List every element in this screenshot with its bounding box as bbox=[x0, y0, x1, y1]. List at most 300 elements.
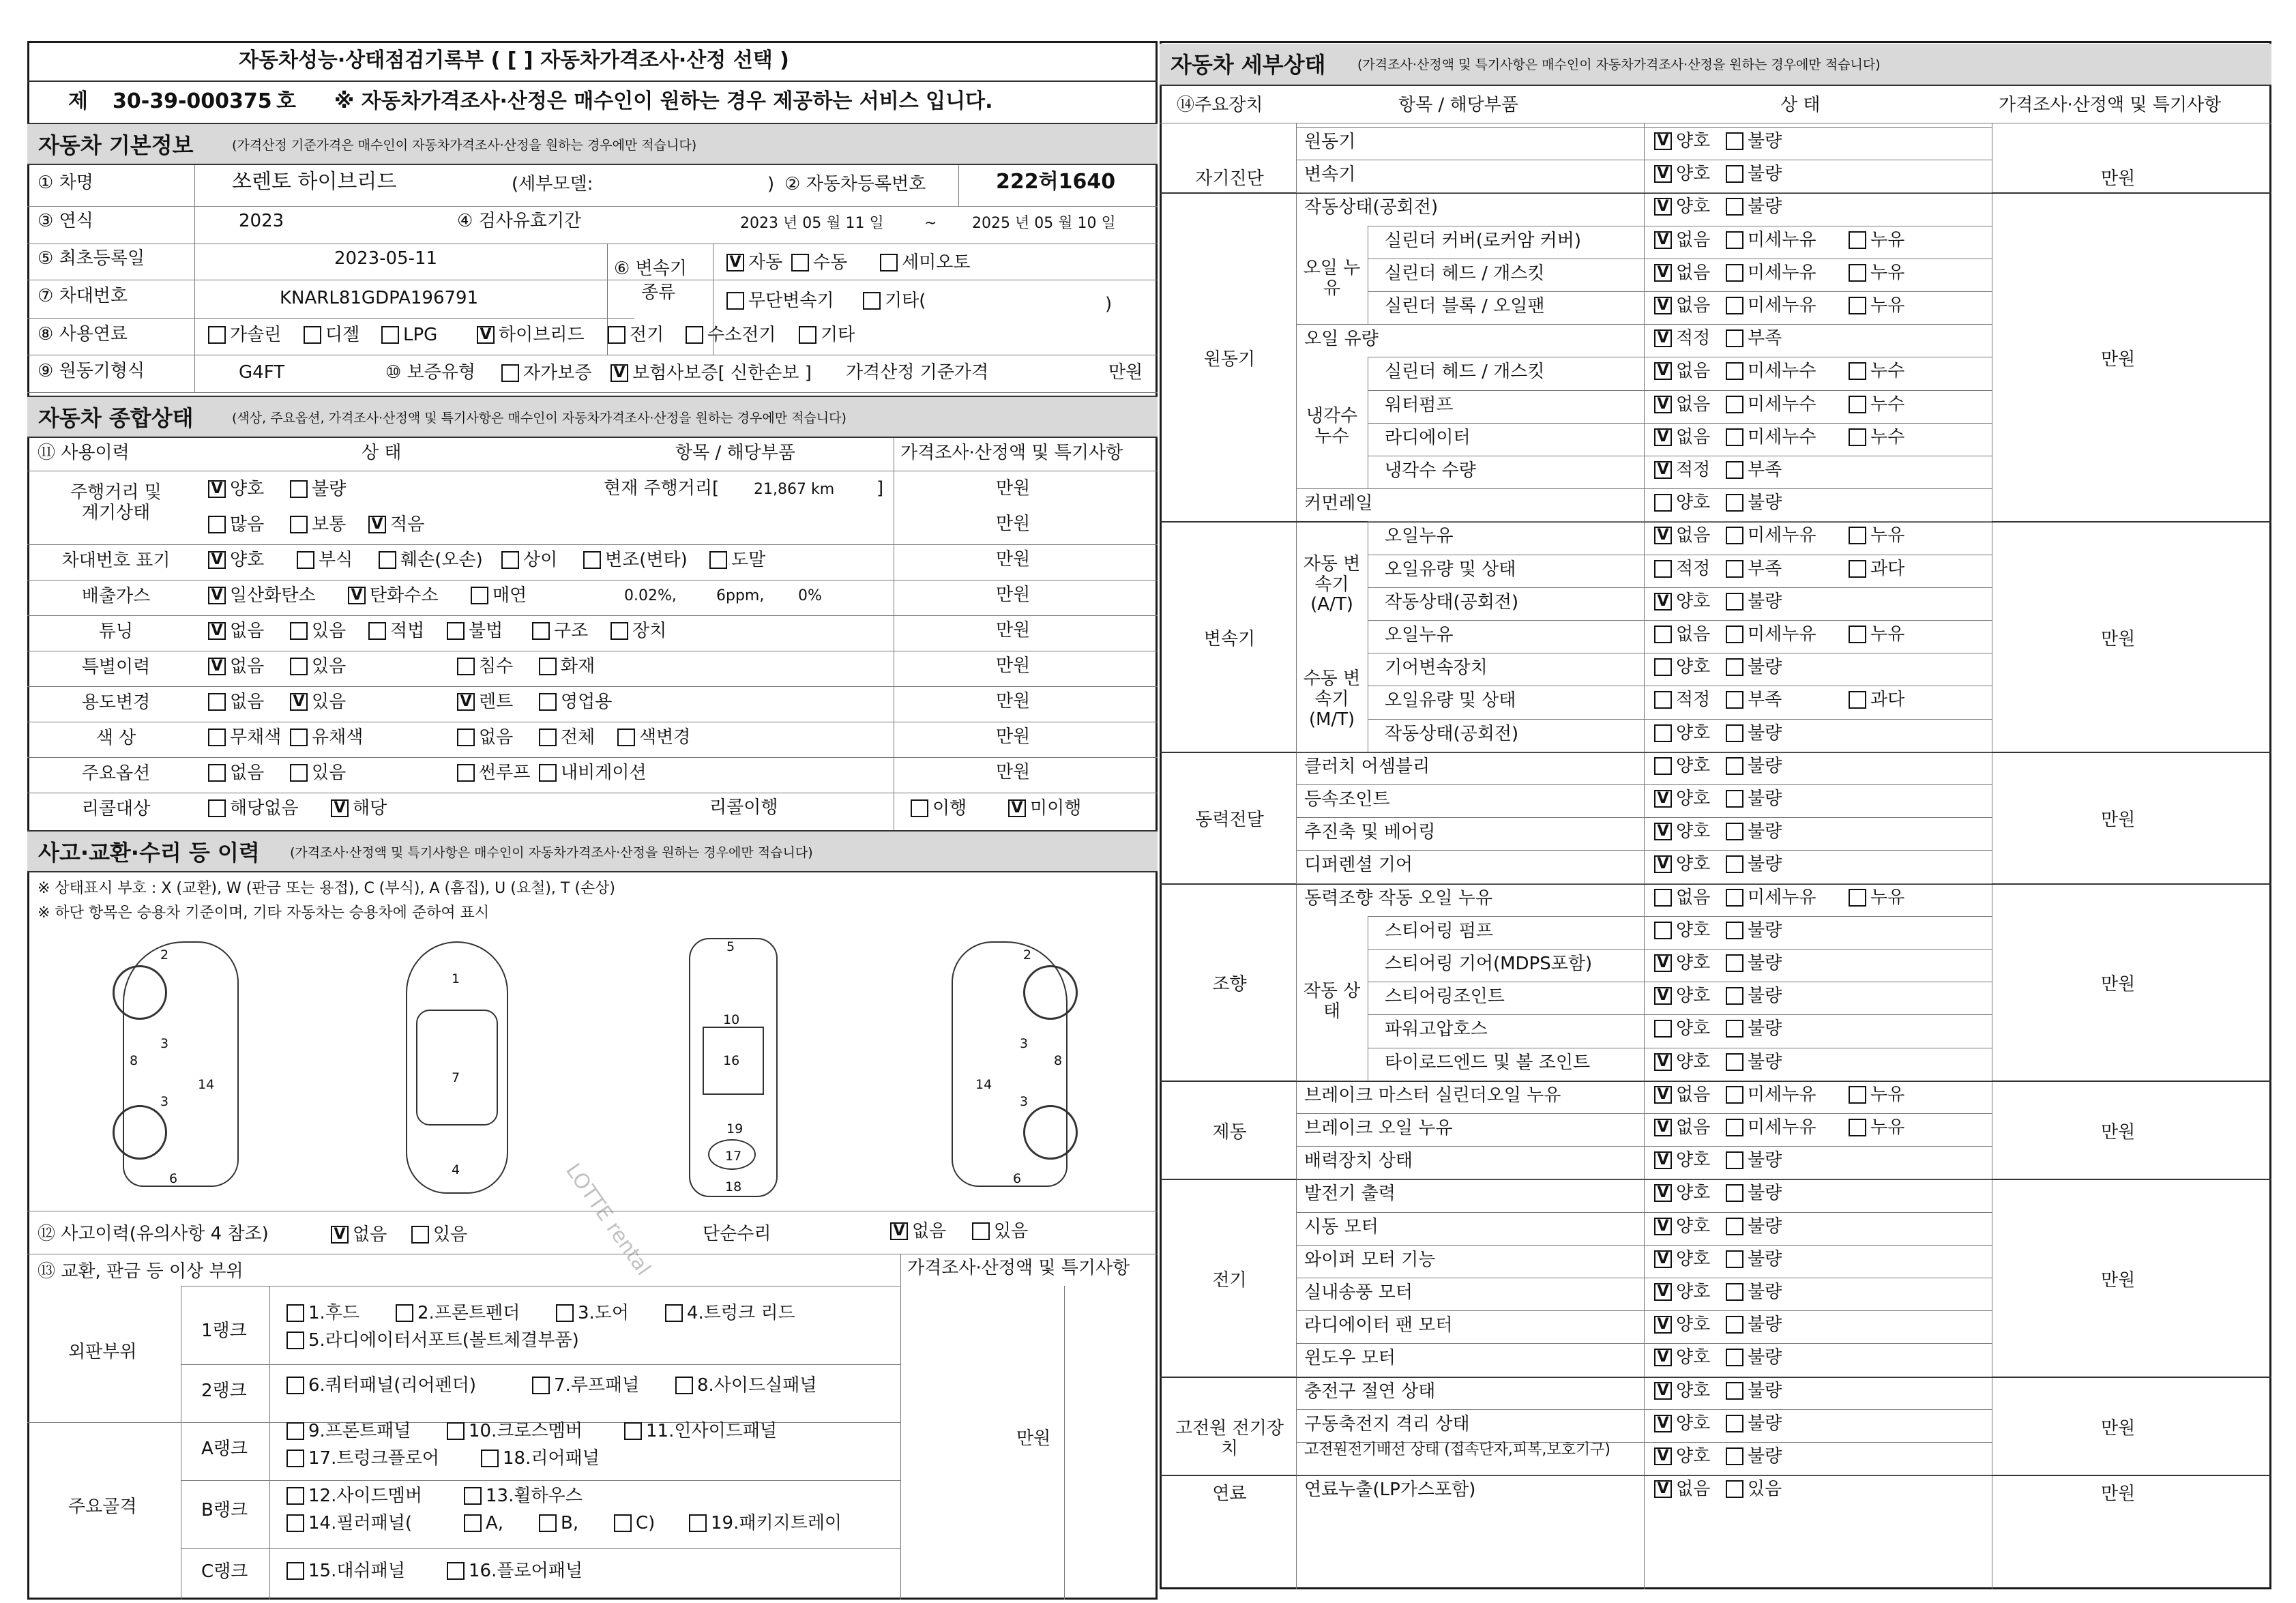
detail-row29-opt2-checkbox[interactable] bbox=[1849, 1086, 1866, 1104]
detail-row41-opt0-checkbox[interactable]: V bbox=[1654, 1480, 1672, 1498]
detail-row1-opt0-checkbox[interactable]: V bbox=[1654, 165, 1672, 183]
rank1-item-4-label: 5.라디에이터서포트(볼트체결부품) bbox=[308, 1330, 579, 1351]
overall-row7-opt4-checkbox[interactable] bbox=[617, 729, 635, 746]
overall-row4-opt3-checkbox[interactable] bbox=[447, 622, 465, 640]
detail-row27-opt0-label: 양호 bbox=[1676, 1018, 1711, 1040]
overall-row2-opt1-checkbox[interactable] bbox=[297, 551, 314, 569]
detail-row9-opt1-checkbox[interactable] bbox=[1726, 428, 1743, 446]
rankA-item-2-checkbox[interactable] bbox=[624, 1422, 642, 1440]
detail-item-label: 윈도우 모터 bbox=[1304, 1348, 1396, 1369]
warranty-opt-1-checkbox[interactable]: V bbox=[610, 364, 628, 382]
overall-row3-opt0-checkbox[interactable]: V bbox=[208, 587, 226, 604]
emission-value-1: 6ppm, bbox=[716, 587, 765, 604]
overall-status-bar bbox=[27, 396, 1158, 438]
service-notice: ※ 자동차가격조사·산정은 매수인이 원하는 경우 제공하는 서비스 입니다. bbox=[334, 89, 993, 113]
detail-row24-opt0-label: 양호 bbox=[1676, 920, 1711, 941]
exchange-label: ⑬ 교환, 판금 등 이상 부위 bbox=[38, 1261, 244, 1282]
detail-row24-opt1-checkbox[interactable] bbox=[1726, 922, 1743, 939]
fuel-opt-5-checkbox[interactable] bbox=[686, 326, 703, 344]
basic-info-note: (가격산정 기준가격은 매수인이 자동차가격조사·산정을 원하는 경우에만 적습니다) bbox=[232, 138, 697, 153]
overall-price-unit: 만원 bbox=[996, 549, 1031, 570]
accident-opt-1-checkbox[interactable] bbox=[411, 1226, 429, 1244]
detail-row12-opt2-checkbox[interactable] bbox=[1849, 527, 1866, 544]
overall-row1-opt2-checkbox[interactable]: V bbox=[368, 516, 386, 533]
rankC-item-0-checkbox[interactable] bbox=[286, 1562, 304, 1580]
detail-row20-opt0-checkbox[interactable]: V bbox=[1654, 790, 1672, 808]
detail-row8-opt0-checkbox[interactable]: V bbox=[1654, 396, 1672, 413]
detail-item-label: 동력조향 작동 오일 누유 bbox=[1304, 887, 1492, 909]
overall-row0-opt1-label: 불량 bbox=[312, 479, 347, 499]
detail-row11-opt0-label: 양호 bbox=[1676, 492, 1711, 514]
trans-opt-3-checkbox[interactable] bbox=[726, 292, 744, 310]
overall-row4-opt2-checkbox[interactable] bbox=[368, 622, 386, 640]
detail-row17-opt1-checkbox[interactable] bbox=[1726, 691, 1743, 709]
fuel-opt-6-checkbox[interactable] bbox=[799, 326, 816, 344]
doc-no-label: 제 bbox=[68, 89, 88, 113]
overall-row0-opt0-checkbox[interactable]: V bbox=[208, 480, 226, 498]
rankC-label: C랭크 bbox=[201, 1561, 248, 1582]
rankA-item-1-checkbox[interactable] bbox=[447, 1422, 465, 1440]
detail-row15-opt2-checkbox[interactable] bbox=[1849, 626, 1866, 643]
overall-row-label: 특별이력 bbox=[81, 657, 151, 677]
rank2-item-1-checkbox[interactable] bbox=[532, 1377, 550, 1394]
overall-row4-opt2-label: 적법 bbox=[390, 621, 425, 641]
detail-row25-opt1-checkbox[interactable] bbox=[1726, 954, 1743, 972]
overall-row8-opt1-checkbox[interactable] bbox=[290, 764, 308, 782]
detail-row18-opt0-checkbox[interactable] bbox=[1654, 724, 1672, 742]
basic-info-title: 자동차 기본정보 bbox=[38, 132, 194, 158]
detail-row6-opt1-checkbox[interactable] bbox=[1726, 329, 1743, 347]
detail-row38-opt0-checkbox[interactable]: V bbox=[1654, 1382, 1672, 1400]
overall-row5-opt2-checkbox[interactable] bbox=[457, 658, 475, 675]
detail-row1-opt1-checkbox[interactable] bbox=[1726, 165, 1743, 183]
detail-row4-opt0-checkbox[interactable]: V bbox=[1654, 264, 1672, 282]
detail-row33-opt0-label: 양호 bbox=[1676, 1216, 1711, 1237]
detail-row29-opt0-label: 없음 bbox=[1676, 1084, 1711, 1105]
detail-row35-opt1-checkbox[interactable] bbox=[1726, 1283, 1743, 1301]
detail-row12-opt0-checkbox[interactable]: V bbox=[1654, 527, 1672, 544]
overall-row2-opt3-checkbox[interactable] bbox=[501, 551, 519, 569]
trans-opt-1-checkbox[interactable] bbox=[791, 254, 809, 271]
detail-row4-opt2-label: 누유 bbox=[1870, 262, 1905, 283]
detail-row0-opt0-checkbox[interactable]: V bbox=[1654, 132, 1672, 150]
trans-opt-0-checkbox[interactable]: V bbox=[726, 254, 744, 271]
overall-price-unit: 만원 bbox=[996, 478, 1031, 499]
detail-row33-opt1-checkbox[interactable] bbox=[1726, 1218, 1743, 1235]
overall-row2-opt4-checkbox[interactable] bbox=[583, 551, 601, 569]
emission-value-2: 0% bbox=[798, 587, 822, 604]
overall-row2-opt2-checkbox[interactable] bbox=[379, 551, 396, 569]
detail-row4-opt2-checkbox[interactable] bbox=[1849, 264, 1866, 282]
detail-row5-opt1-checkbox[interactable] bbox=[1726, 297, 1743, 314]
overall-row-label: 주요옵션 bbox=[81, 763, 151, 784]
trans-opt-4-checkbox[interactable] bbox=[863, 292, 881, 310]
rank1-item-4-checkbox[interactable] bbox=[286, 1332, 304, 1349]
overall-row5-opt0-label: 없음 bbox=[230, 656, 265, 677]
overall-row2-opt2-label: 훼손(오손) bbox=[400, 550, 483, 570]
fuel-label: ⑧ 사용연료 bbox=[38, 324, 128, 344]
detail-subgroup-label: 작동 상태 bbox=[1303, 981, 1361, 1023]
detail-row13-opt2-checkbox[interactable] bbox=[1849, 560, 1866, 578]
detail-item-label: 워터펌프 bbox=[1385, 394, 1454, 415]
detail-row31-opt0-checkbox[interactable]: V bbox=[1654, 1151, 1672, 1169]
overall-price-unit: 만원 bbox=[996, 514, 1031, 534]
detail-row-sep bbox=[1296, 488, 1992, 489]
detail-row15-opt0-label: 없음 bbox=[1676, 624, 1711, 645]
detail-row35-opt0-checkbox[interactable]: V bbox=[1654, 1283, 1672, 1301]
warranty-opt-0-checkbox[interactable] bbox=[501, 364, 519, 382]
overall-row5-opt1-checkbox[interactable] bbox=[290, 658, 308, 675]
rankC-item-1-checkbox[interactable] bbox=[447, 1562, 465, 1580]
overall-row6-opt1-label: 있음 bbox=[312, 692, 347, 712]
detail-item-label: 시동 모터 bbox=[1304, 1216, 1379, 1237]
rank1-item-0-checkbox[interactable] bbox=[286, 1304, 304, 1322]
rankA-item-4-checkbox[interactable] bbox=[481, 1450, 499, 1467]
fuel-opt-1-checkbox[interactable] bbox=[304, 326, 321, 344]
detail-row4-opt1-label: 미세누유 bbox=[1748, 262, 1816, 283]
overall-row3-opt0-label: 일산화탄소 bbox=[230, 585, 316, 606]
overall-row0-opt1-checkbox[interactable] bbox=[290, 480, 308, 498]
overall-row9-opt1-checkbox[interactable]: V bbox=[331, 799, 349, 817]
detail-row1-opt0-label: 양호 bbox=[1676, 164, 1711, 185]
detail-group-unit: 만원 bbox=[2101, 349, 2136, 370]
detail-row5-opt0-checkbox[interactable]: V bbox=[1654, 297, 1672, 314]
detail-row15-opt1-checkbox[interactable] bbox=[1726, 626, 1743, 643]
detail-row32-opt0-checkbox[interactable]: V bbox=[1654, 1184, 1672, 1202]
overall-row7-opt0-checkbox[interactable] bbox=[208, 729, 226, 746]
detail-row22-opt0-checkbox[interactable]: V bbox=[1654, 855, 1672, 873]
detail-row0-opt1-checkbox[interactable] bbox=[1726, 132, 1743, 150]
overall-row2-opt5-label: 도말 bbox=[731, 550, 766, 570]
detail-row22-opt1-checkbox[interactable] bbox=[1726, 855, 1743, 873]
detail-row20-opt1-checkbox[interactable] bbox=[1726, 790, 1743, 808]
detail-row32-opt1-checkbox[interactable] bbox=[1726, 1184, 1743, 1202]
overall-row4-opt1-checkbox[interactable] bbox=[290, 622, 308, 640]
detail-row11-opt1-checkbox[interactable] bbox=[1726, 494, 1743, 512]
rankB-item-1-checkbox[interactable] bbox=[464, 1487, 482, 1505]
detail-row23-opt2-checkbox[interactable] bbox=[1849, 889, 1866, 907]
detail-row16-opt0-checkbox[interactable] bbox=[1654, 658, 1672, 676]
detail-item-label: 스티어링 기어(MDPS포함) bbox=[1385, 954, 1593, 974]
detail-row37-opt1-checkbox[interactable] bbox=[1726, 1349, 1743, 1366]
detail-row7-opt1-checkbox[interactable] bbox=[1726, 362, 1743, 380]
detail-row41-opt0-label: 없음 bbox=[1676, 1479, 1711, 1500]
detail-row19-opt0-checkbox[interactable] bbox=[1654, 757, 1672, 775]
detail-row41-opt1-label: 있음 bbox=[1748, 1479, 1782, 1500]
doc-no-suffix: 호 bbox=[276, 89, 296, 113]
detail-row20-opt0-label: 양호 bbox=[1676, 789, 1711, 809]
detail-row2-opt1-label: 불량 bbox=[1748, 196, 1782, 218]
detail-row28-opt0-label: 양호 bbox=[1676, 1051, 1711, 1072]
detail-item-label: 실린더 커버(로커암 커버) bbox=[1385, 230, 1581, 251]
detail-row21-opt0-checkbox[interactable]: V bbox=[1654, 823, 1672, 840]
accident-opt-0-checkbox[interactable]: V bbox=[331, 1226, 349, 1244]
fuel-opt-4-checkbox[interactable] bbox=[608, 326, 625, 344]
rankB-item-6-checkbox[interactable] bbox=[689, 1514, 707, 1532]
detail-row18-opt1-checkbox[interactable] bbox=[1726, 724, 1743, 742]
rankB-item-4-checkbox[interactable] bbox=[539, 1514, 557, 1532]
detail-row21-opt1-label: 불량 bbox=[1748, 821, 1782, 842]
detail-row9-opt2-checkbox[interactable] bbox=[1849, 428, 1866, 446]
overall-row-sep bbox=[27, 757, 1158, 758]
detail-row3-opt1-checkbox[interactable] bbox=[1726, 231, 1743, 249]
detail-row6-opt0-checkbox[interactable]: V bbox=[1654, 329, 1672, 347]
detail-row13-opt0-label: 적정 bbox=[1676, 558, 1711, 579]
overall-row-label: 튜닝 bbox=[98, 621, 134, 642]
trans-opt-2-checkbox[interactable] bbox=[880, 254, 898, 271]
detail-row33-opt0-checkbox[interactable]: V bbox=[1654, 1218, 1672, 1235]
detail-row38-opt1-checkbox[interactable] bbox=[1726, 1382, 1743, 1400]
detail-row34-opt1-checkbox[interactable] bbox=[1726, 1250, 1743, 1268]
detail-row3-opt0-checkbox[interactable]: V bbox=[1654, 231, 1672, 249]
fuel-opt-4-label: 전기 bbox=[630, 325, 664, 345]
detail-item-label: 파워고압호스 bbox=[1385, 1019, 1488, 1040]
detail-row3-opt2-checkbox[interactable] bbox=[1849, 231, 1866, 249]
overall-row8-opt1-label: 있음 bbox=[312, 763, 347, 783]
overall-row-sep bbox=[27, 686, 1158, 687]
fuel-opt-3-checkbox[interactable]: V bbox=[477, 326, 495, 344]
detail-row40-opt0-checkbox[interactable]: V bbox=[1654, 1447, 1672, 1465]
detail-row9-opt0-checkbox[interactable]: V bbox=[1654, 428, 1672, 446]
detail-row15-opt2-label: 누유 bbox=[1870, 624, 1905, 645]
detail-group-label: 고전원 전기장치 bbox=[1175, 1417, 1284, 1459]
overall-row3-opt2-label: 매연 bbox=[492, 585, 527, 606]
overall-row5-opt3-checkbox[interactable] bbox=[539, 658, 557, 675]
rankA-item-1-label: 10.크로스멤버 bbox=[469, 1421, 583, 1441]
accident-opt-1-label: 있음 bbox=[433, 1224, 468, 1245]
repair-opt-0-checkbox[interactable]: V bbox=[890, 1222, 908, 1240]
rank2-item-2-checkbox[interactable] bbox=[675, 1377, 693, 1394]
overall-row8-opt0-checkbox[interactable] bbox=[208, 764, 226, 782]
detail-row10-opt0-checkbox[interactable]: V bbox=[1654, 461, 1672, 479]
detail-row28-opt1-label: 불량 bbox=[1748, 1051, 1782, 1072]
col-status: 상 태 bbox=[362, 443, 402, 463]
overall-row3-opt2-checkbox[interactable] bbox=[471, 587, 488, 604]
detail-row13-opt1-label: 부족 bbox=[1748, 558, 1782, 579]
overall-row-sep bbox=[27, 544, 1158, 545]
overall-row6-opt3-checkbox[interactable] bbox=[539, 693, 557, 711]
repair-opt-0-label: 없음 bbox=[912, 1221, 947, 1241]
col-price: 가격조사·산정액 및 특기사항 bbox=[900, 443, 1123, 463]
trans-opt-0-label: 자동 bbox=[748, 252, 783, 273]
detail-row35-opt1-label: 불량 bbox=[1748, 1282, 1782, 1302]
rankB-item-0-checkbox[interactable] bbox=[286, 1487, 304, 1505]
rankB-item-3-checkbox[interactable] bbox=[464, 1514, 482, 1532]
detail-row7-opt0-checkbox[interactable]: V bbox=[1654, 362, 1672, 380]
detail-row30-opt0-checkbox[interactable]: V bbox=[1654, 1119, 1672, 1136]
detail-row27-opt0-checkbox[interactable] bbox=[1654, 1020, 1672, 1038]
detail-row2-opt1-checkbox[interactable] bbox=[1726, 198, 1743, 216]
rankA-item-0-checkbox[interactable] bbox=[286, 1422, 304, 1440]
detail-row8-opt1-checkbox[interactable] bbox=[1726, 396, 1743, 413]
detail-row3-opt0-label: 없음 bbox=[1676, 229, 1711, 250]
rank2-item-0-checkbox[interactable] bbox=[286, 1377, 304, 1394]
detail-row-sep bbox=[1368, 719, 1992, 720]
detail-row26-opt1-checkbox[interactable] bbox=[1726, 987, 1743, 1005]
reg-number: 222허1640 bbox=[996, 170, 1116, 194]
fuel-opt-0-checkbox[interactable] bbox=[208, 326, 226, 344]
detail-row24-opt0-checkbox[interactable] bbox=[1654, 922, 1672, 939]
basic-info-bar bbox=[27, 123, 1158, 165]
overall-row1-opt0-checkbox[interactable] bbox=[208, 516, 226, 533]
overall-row7-opt3-checkbox[interactable] bbox=[539, 729, 557, 746]
rankA-item-2-label: 11.인사이드패널 bbox=[646, 1421, 778, 1441]
detail-row10-opt1-checkbox[interactable] bbox=[1726, 461, 1743, 479]
detail-row26-opt0-checkbox[interactable]: V bbox=[1654, 987, 1672, 1005]
detail-row36-opt1-checkbox[interactable] bbox=[1726, 1316, 1743, 1334]
rankB-item-5-checkbox[interactable] bbox=[614, 1514, 632, 1532]
detail-row8-opt2-label: 누수 bbox=[1870, 394, 1905, 415]
overall-row5-opt1-label: 있음 bbox=[312, 656, 347, 677]
detail-row13-opt0-checkbox[interactable] bbox=[1654, 560, 1672, 578]
overall-row7-opt2-checkbox[interactable] bbox=[457, 729, 475, 746]
detail-row17-opt2-label: 과다 bbox=[1870, 690, 1905, 711]
mileage-close: ] bbox=[877, 478, 884, 499]
rankB-item-3-label: A, bbox=[486, 1513, 504, 1533]
rankA-item-3-checkbox[interactable] bbox=[286, 1450, 304, 1467]
detail-row8-opt2-checkbox[interactable] bbox=[1849, 396, 1866, 413]
overall-row8-opt2-checkbox[interactable] bbox=[457, 764, 475, 782]
legend-symbols: ※ 상태표시 부호 : X (교환), W (판금 또는 용접), C (부식), A (흠집), U (요철), T (손상) bbox=[38, 880, 616, 897]
recall-opt-1-checkbox[interactable]: V bbox=[1008, 799, 1026, 817]
overall-row6-opt2-checkbox[interactable]: V bbox=[457, 693, 475, 711]
detail-row34-opt0-label: 양호 bbox=[1676, 1248, 1711, 1269]
overall-row9-opt0-checkbox[interactable] bbox=[208, 799, 226, 817]
recall-opt-0-checkbox[interactable] bbox=[911, 799, 928, 817]
detail-row5-opt2-checkbox[interactable] bbox=[1849, 297, 1866, 314]
rank2-item-2-label: 8.사이드실패널 bbox=[697, 1375, 817, 1396]
detail-row40-opt1-checkbox[interactable] bbox=[1726, 1447, 1743, 1465]
detail-row15-opt0-checkbox[interactable] bbox=[1654, 626, 1672, 643]
detail-row21-opt1-checkbox[interactable] bbox=[1726, 823, 1743, 840]
detail-item-label: 원동기 bbox=[1304, 132, 1356, 152]
detail-group-unit: 만원 bbox=[2101, 1484, 2136, 1505]
detail-row39-opt1-checkbox[interactable] bbox=[1726, 1415, 1743, 1432]
overall-row3-opt1-label: 탄화수소 bbox=[370, 585, 439, 606]
detail-row23-opt0-checkbox[interactable] bbox=[1654, 889, 1672, 907]
detail-row4-opt1-checkbox[interactable] bbox=[1726, 264, 1743, 282]
trans-opt-4-label: 기타( bbox=[885, 291, 926, 311]
detail-group-unit: 만원 bbox=[2101, 1270, 2136, 1291]
detail-item-label: 라디에이터 팬 모터 bbox=[1304, 1315, 1453, 1336]
fuel-opt-2-checkbox[interactable] bbox=[381, 326, 399, 344]
overall-row-label: 리콜대상 bbox=[81, 799, 151, 819]
fuel-opt-0-label: 가솔린 bbox=[230, 325, 282, 345]
detail-subgroup-label: 냉각수 누수 bbox=[1306, 405, 1358, 447]
detail-row29-opt1-checkbox[interactable] bbox=[1726, 1086, 1743, 1104]
detail-row30-opt2-checkbox[interactable] bbox=[1849, 1119, 1866, 1136]
detail-row19-opt1-checkbox[interactable] bbox=[1726, 757, 1743, 775]
detail-row41-opt1-checkbox[interactable] bbox=[1726, 1480, 1743, 1498]
detail-group-label: 변속기 bbox=[1203, 629, 1256, 650]
detail-row17-opt0-checkbox[interactable] bbox=[1654, 691, 1672, 709]
overall-row4-opt1-label: 있음 bbox=[312, 621, 347, 641]
overall-row2-opt0-checkbox[interactable]: V bbox=[208, 551, 226, 569]
overall-row5-opt0-checkbox[interactable]: V bbox=[208, 658, 226, 675]
detail-row34-opt0-checkbox[interactable]: V bbox=[1654, 1250, 1672, 1268]
detail-row7-opt2-checkbox[interactable] bbox=[1849, 362, 1866, 380]
rank1-item-3-checkbox[interactable] bbox=[665, 1304, 683, 1322]
repair-opt-1-checkbox[interactable] bbox=[972, 1222, 990, 1240]
detail-row17-opt1-label: 부족 bbox=[1748, 690, 1782, 711]
rank2-item-0-label: 6.쿼터패널(리어펜더) bbox=[308, 1375, 477, 1396]
overall-row8-opt2-label: 썬루프 bbox=[479, 763, 531, 783]
detail-row5-opt2-label: 누유 bbox=[1870, 295, 1905, 316]
rank1-item-2-checkbox[interactable] bbox=[556, 1304, 574, 1322]
detail-row16-opt1-checkbox[interactable] bbox=[1726, 658, 1743, 676]
warranty-opt-0-label: 자가보증 bbox=[523, 363, 592, 383]
overall-row4-opt0-checkbox[interactable]: V bbox=[208, 622, 226, 640]
detail-row36-opt0-checkbox[interactable]: V bbox=[1654, 1316, 1672, 1334]
detail-row29-opt0-checkbox[interactable]: V bbox=[1654, 1086, 1672, 1104]
year-value: 2023 bbox=[239, 211, 284, 231]
overall-price-unit: 만원 bbox=[996, 691, 1031, 711]
overall-row8-opt3-checkbox[interactable] bbox=[539, 764, 557, 782]
overall-row-label: 색 상 bbox=[95, 728, 136, 748]
fuel-opt-3-label: 하이브리드 bbox=[499, 325, 585, 345]
detail-row39-opt1-label: 불량 bbox=[1748, 1413, 1782, 1434]
overall-row5-opt3-label: 화재 bbox=[561, 656, 595, 677]
detail-item-label: 고전원전기배선 상태 (접속단자,피복,보호기구) bbox=[1304, 1441, 1610, 1458]
detail-subgroup-label: 수동 변속기 (M/T) bbox=[1303, 668, 1361, 731]
detail-row13-opt1-checkbox[interactable] bbox=[1726, 560, 1743, 578]
overall-row1-opt2-label: 적음 bbox=[390, 514, 425, 535]
trans-label2: 종류 bbox=[641, 282, 676, 303]
detail-row28-opt1-checkbox[interactable] bbox=[1726, 1053, 1743, 1071]
detail-row30-opt1-label: 미세누유 bbox=[1748, 1117, 1816, 1138]
inspection-tilde: ~ bbox=[924, 215, 937, 232]
detail-row12-opt1-checkbox[interactable] bbox=[1726, 527, 1743, 544]
detail-item-label: 발전기 출력 bbox=[1304, 1183, 1396, 1205]
overall-row6-opt0-checkbox[interactable] bbox=[208, 693, 226, 711]
detail-row17-opt2-checkbox[interactable] bbox=[1849, 691, 1866, 709]
detail-row23-opt1-checkbox[interactable] bbox=[1726, 889, 1743, 907]
detail-row9-opt1-label: 미세누수 bbox=[1748, 426, 1816, 447]
overall-row6-opt1-checkbox[interactable]: V bbox=[290, 693, 308, 711]
detail-row2-opt0-checkbox[interactable]: V bbox=[1654, 198, 1672, 216]
detail-row11-opt0-checkbox[interactable] bbox=[1654, 494, 1672, 512]
overall-row2-opt5-checkbox[interactable] bbox=[709, 551, 727, 569]
overall-row4-opt4-checkbox[interactable] bbox=[532, 622, 550, 640]
overall-row3-opt1-checkbox[interactable]: V bbox=[348, 587, 366, 604]
detail-row17-opt0-label: 적정 bbox=[1676, 690, 1711, 711]
detail-row30-opt1-checkbox[interactable] bbox=[1726, 1119, 1743, 1136]
detail-row37-opt0-checkbox[interactable]: V bbox=[1654, 1349, 1672, 1366]
overall-row7-opt1-checkbox[interactable] bbox=[290, 729, 308, 746]
detail-row14-opt0-checkbox[interactable]: V bbox=[1654, 593, 1672, 611]
overall-row1-opt1-checkbox[interactable] bbox=[290, 516, 308, 533]
overall-row4-opt5-checkbox[interactable] bbox=[610, 622, 628, 640]
overall-price-unit: 만원 bbox=[996, 585, 1031, 605]
detail-row2-opt0-label: 양호 bbox=[1676, 196, 1711, 218]
detail-row14-opt1-checkbox[interactable] bbox=[1726, 593, 1743, 611]
detail-row-sep bbox=[1296, 1409, 1992, 1410]
detail-row39-opt0-checkbox[interactable]: V bbox=[1654, 1415, 1672, 1432]
detail-row18-opt0-label: 양호 bbox=[1676, 722, 1711, 744]
detail-row-sep bbox=[1296, 1343, 1992, 1344]
detail-row27-opt1-checkbox[interactable] bbox=[1726, 1020, 1743, 1038]
trans-label: ⑥ 변속기 bbox=[614, 259, 687, 279]
overall-row1-opt1-label: 보통 bbox=[312, 514, 347, 535]
rank1-item-0-label: 1.후드 bbox=[308, 1303, 360, 1323]
accident-title: 사고·교환·수리 등 이력 bbox=[38, 840, 260, 866]
rankB-item-2-checkbox[interactable] bbox=[286, 1514, 304, 1532]
detail-row25-opt0-checkbox[interactable]: V bbox=[1654, 954, 1672, 972]
detail-row31-opt1-checkbox[interactable] bbox=[1726, 1151, 1743, 1169]
rank1-item-2-label: 3.도어 bbox=[578, 1303, 630, 1323]
rank1-item-1-checkbox[interactable] bbox=[396, 1304, 413, 1322]
detail-row28-opt0-checkbox[interactable]: V bbox=[1654, 1053, 1672, 1071]
